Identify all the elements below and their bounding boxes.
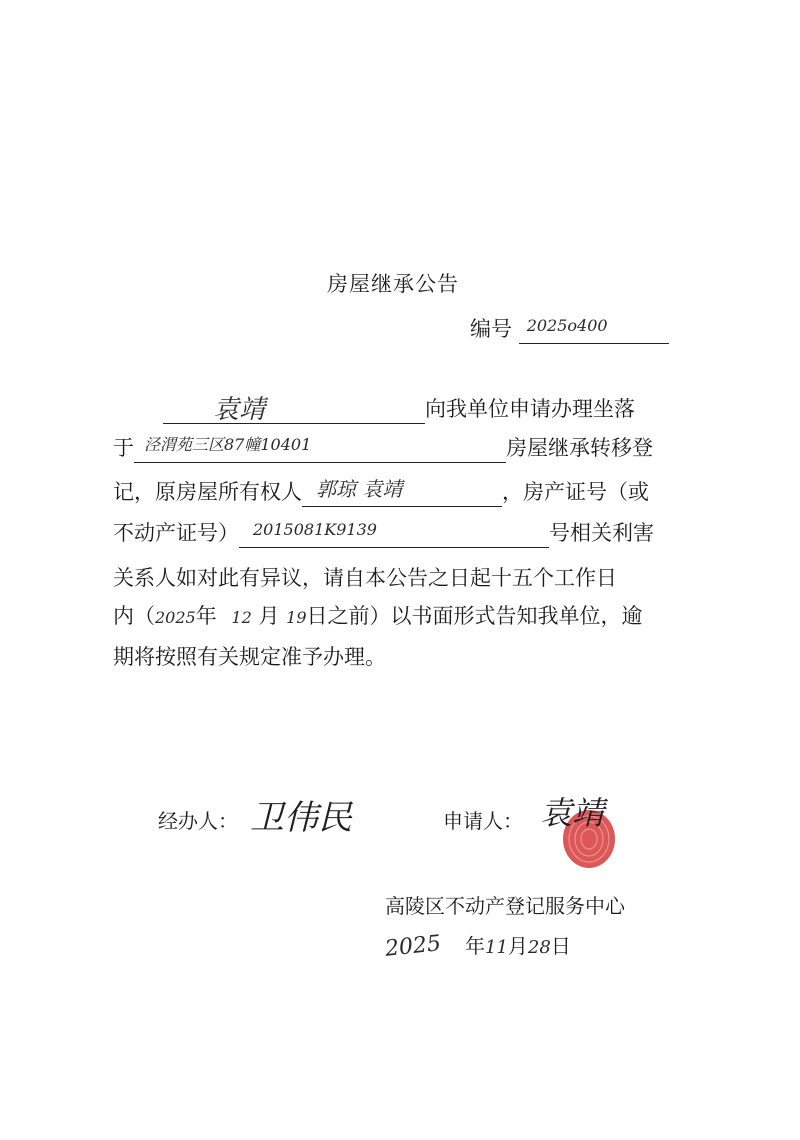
line6-suffix: 日之前）以书面形式告知我单位，逾: [306, 604, 643, 628]
line6-month-label: 月: [258, 604, 280, 628]
line2-prefix: 于: [113, 436, 134, 460]
issue-date: [383, 930, 571, 962]
serial-value: 2025o400: [526, 316, 608, 335]
location-handwritten: 泾渭苑三区87幢10401: [144, 435, 312, 454]
body-line-4: [113, 517, 654, 547]
applicant-label: 申请人：: [443, 809, 523, 833]
applicant-blank: [163, 393, 425, 424]
line2-suffix: 房屋继承转移登: [506, 436, 653, 460]
handler-label: 经办人：: [158, 809, 238, 833]
deadline-day: 19: [286, 608, 307, 627]
issue-day: 28: [527, 937, 551, 958]
applicant-signature: 袁靖: [540, 794, 605, 832]
deadline-month: 12: [231, 608, 252, 627]
location-blank: [134, 432, 506, 463]
body-line-3: [113, 476, 649, 506]
serial-label: 编号: [470, 317, 512, 341]
line1-text: 向我单位申请办理坐落: [425, 397, 635, 421]
line3-suffix: ，房产证号（或: [502, 480, 649, 504]
issue-day-label: 日: [550, 934, 571, 958]
cert-handwritten: 2015081K9139: [253, 520, 377, 539]
line4-prefix: 不动产证号）: [113, 521, 239, 545]
handler-signature: 卫伟民: [250, 798, 352, 838]
document-title: 房屋继承公告: [327, 272, 459, 296]
body-line-2: [113, 432, 653, 462]
serial-blank: [519, 313, 669, 344]
issue-year-label: 年: [465, 934, 485, 958]
line3-prefix: 记，原房屋所有权人: [113, 480, 302, 504]
body-line-5: 关系人如对此有异议，请自本公告之日起十五个工作日: [113, 566, 617, 590]
owners-handwritten: 郭琼 袁靖: [316, 477, 403, 501]
serial-number: [470, 313, 669, 343]
issue-month-label: 月: [507, 934, 528, 958]
line6-year-label: 年: [195, 604, 217, 628]
body-line-1: [163, 393, 635, 423]
cert-blank: [239, 517, 549, 548]
applicant-handwritten: 袁靖: [213, 395, 266, 425]
line4-suffix: 号相关利害: [549, 521, 654, 545]
body-line-6: [113, 601, 643, 631]
issue-year: 2025: [383, 931, 443, 962]
owners-blank: [302, 476, 502, 507]
organization-name: 高陵区不动产登记服务中心: [385, 894, 625, 918]
line6-prefix: 内（: [113, 604, 155, 628]
body-line-7: 期将按照有关规定准予办理。: [113, 645, 386, 669]
deadline-year: 2025: [155, 608, 196, 627]
issue-month: 11: [485, 937, 508, 958]
